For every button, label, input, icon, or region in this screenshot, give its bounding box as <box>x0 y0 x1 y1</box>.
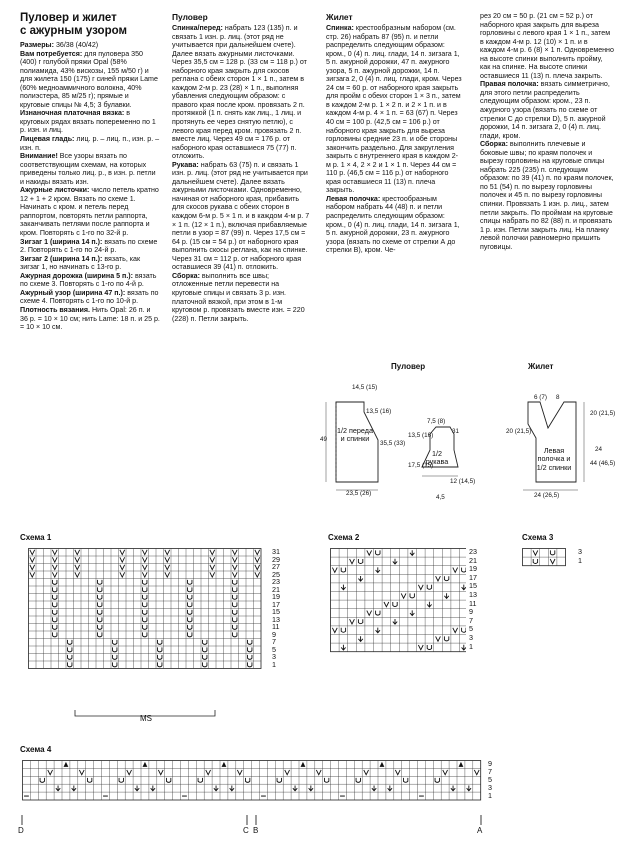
row-number: 3 <box>272 652 276 661</box>
col1-paragraph <box>20 272 160 289</box>
paragraph-label: Зигзаг 2 (ширина 14 п.): <box>20 254 103 263</box>
row-number: 9 <box>488 759 492 768</box>
dim-v-b: 20 (21,5) <box>590 410 616 417</box>
col1-paragraph <box>20 186 160 237</box>
dim-s-length: 31 <box>452 428 460 435</box>
row-number: 3 <box>578 547 582 556</box>
dim-s-sl-left: 13,5 (16) <box>408 432 434 439</box>
paragraph-label: Вам потребуется: <box>20 49 83 58</box>
dim-v-d: 44 (46,5) <box>590 460 616 467</box>
paragraph-text: вязать симметрично, для этого петли распределить следующим образом: кром., 23 п. ажурного узора (вязать по схеме от стрелки С до стрелки D), 5 п. ажурной дорожки, 14 п. зигзага 2, 0 (4) п. лиц. глади, кром. <box>480 80 610 140</box>
paragraph-label: Левая полочка: <box>326 194 381 203</box>
dim-v-neck: 8 <box>556 394 560 401</box>
row-number: 7 <box>272 637 276 646</box>
front-back-label: 1/2 переда и спинки <box>337 426 373 444</box>
row-number: 7 <box>488 766 492 776</box>
column-3 <box>326 12 462 255</box>
paragraph-label: Зигзаг 1 (ширина 14 п.): <box>20 237 103 246</box>
sleeve-label: 1/2 рукава <box>425 449 449 467</box>
paragraph-text: крестообразным набором набрать 44 (48) п. и петли распределить следующим образом: кром., 0 (4) п. лиц. глади, 14 п. зигзага 1, 5 п. ажурной дорожки, 23 п. ажурного узора (вязать по схеме от стрелки А до стрелки В), кром. Че- <box>326 194 460 255</box>
paragraph-label: Внимание! <box>20 152 58 161</box>
paragraph-label: Спинка: <box>326 24 354 32</box>
dim-s-cuff: 17,5 (15) <box>408 462 434 469</box>
vest-label: Левая полочка и 1/2 спинки <box>536 446 572 472</box>
paragraph-label: Изнаночная платочная вязка: <box>20 109 125 118</box>
paragraph-label: Сборка: <box>480 140 508 149</box>
dim-v-a: 20 (21,5) <box>506 428 532 435</box>
col2-paragraph <box>172 24 310 161</box>
col1-paragraph <box>20 109 160 135</box>
col1-paragraph <box>20 50 160 110</box>
scheme-2-label: Схема 2 <box>328 533 360 542</box>
paragraph-text: вязать по схеме 2. Повторять с 1-го по 24-й р. <box>20 237 158 255</box>
paragraph-text: число петель кратно 12 + 1 + 2 кром. Вязать по схеме 1. Начинать с кром. и петель перед раппортом, повторять петли раппорта, заканчивать петлями после раппорта и кром. Повторять с 1-го по 32-й р. <box>20 186 159 238</box>
column-2 <box>172 12 310 323</box>
column-3-body <box>326 24 462 255</box>
scheme-2-grid <box>330 548 466 663</box>
col4-paragraph <box>480 80 614 140</box>
paragraph-text: набрать 123 (135) п. и связать 1 изн. р. лиц. (этот ряд не учитывается при дальнейшем счете). Далее вязать ажурными листочками. Через 35,5 см = 128 р. (33 см = 118 р.) от наборного края закрыть для скосов реглана с обеих сторон 1 × 1 п., затем в каждом 2-м р. 23 (28) × 1 п., выполняя убавления следующим образом: с правого края после кром. провязать 2 п. протяжкой (1 п. снять как лиц., 1 лиц. и протянуть ее через снятую петлю), с левого края перед кром. провязать 2 п. вместе лиц. Через 49 см = 176 р. от наборного края оставшиеся 75 (77) п. отложить. <box>172 24 307 161</box>
dim-s-bottom: 4,5 <box>436 494 445 501</box>
row-number: 1 <box>469 641 473 651</box>
paragraph-label: Ажурные листочки: <box>20 186 90 195</box>
arrow-c-label: C <box>243 826 249 835</box>
vest-diagram-title: Жилет <box>528 362 554 371</box>
paragraph-text: крестообразным набором (см. стр. 26) набрать 87 (95) п. и петли распределить следующим образом: кром., 0 (4) п. лиц. глади, 14 п. зигзага 1, 5 п. ажурной дорожки, 47 п. ажурного узора, 5 п. ажурной дорожки, 14 п. зигзага 2, 0 (4) п. лиц. глади, кром. Через 24 см = 60 р. от наборного края закрыть для пройм с обеих сторон 1 × 3 п., затем в каждом 2-м р. 1 × 2 п. и 2 × 1 п. и в каждом 4-м р. 4 × 1 п. = 63 (67) п. Через 40 см = 100 р. (42,5 см = 106 р.) от наборного края закрыть для выреза горловины средние 23 п. и обе стороны закончить раздельно. Для закругления закрыть с внутреннего края в каждом 2-м р. 1 × 4, 2 × 2 и 1 × 1 п. Через 44 см = 110 р. (46,5 см = 116 р.) от наборного края оставшиеся 11 (13) п. плеча закрыть. <box>326 24 462 195</box>
scheme-4-grid <box>22 760 482 818</box>
col1-paragraph <box>20 152 160 186</box>
col3-paragraph <box>326 24 462 195</box>
dim-v-c: 24 <box>595 446 603 453</box>
paragraph-text: для пуловера 350 (400) г голубой пряжи Opal (58% полиамида, 43% вискозы, 155 м/50 г) и для жилета 150 (175) г синей пряжи Lame (60% медноаммичного волокна, 40% полиэстера, 85 м/25 г); прямые и круговые спицы № 4,5; 3 булавки. <box>20 49 158 109</box>
paragraph-text: 36/38 (40/42) <box>53 41 99 49</box>
row-number: 5 <box>488 774 492 784</box>
dim-v-top: 6 (7) <box>534 394 547 401</box>
vest-heading: Жилет <box>326 12 353 22</box>
paragraph-text: в круговых рядах вязать попеременно по 1 р. изн. и лиц. <box>20 109 156 135</box>
col4-paragraph <box>480 12 614 80</box>
scheme-3-label: Схема 3 <box>522 533 554 542</box>
col1-paragraph <box>20 238 160 255</box>
paragraph-text: набрать 63 (75) п. и связать 1 изн. р. лиц. (этот ряд не учитывается при дальнейшем счете). Далее вязать ажурными листочками. Одновременно, начиная от наборного края, прибавить для скосов рукава с обеих сторон в каждом 6-м р. 5 × 1 п. и в каждом 4-м р. 7 × 1 п. (12 × 1 п.), включая прибавляемые петли в узор = 87 (99) п. Через 17,5 см = 64 р. (15 см = 54 р.) от наборного края выполнить скосы реглана, как на спинке. Через 31 см = 112 р. от наборного края оставшиеся 39 (41) п. отложить. <box>172 160 310 272</box>
dim-v-width: 24 (26,5) <box>534 492 560 499</box>
row-number: 23 <box>469 547 477 556</box>
row-number: 23 <box>272 577 280 586</box>
arrow-a-label: A <box>477 826 483 835</box>
paragraph-text: Нить Opal: 26 п. и 36 р. = 10 × 10 см; нить Lame: 18 п. и 25 р. = 10 × 10 см. <box>20 305 160 332</box>
paragraph-text: вязать по схеме 3. Повторять с 1-го по 4-й р. <box>20 271 157 289</box>
paragraph-text: вязать, как зигзаг 1, но начинать с 13-го р. <box>20 254 141 272</box>
paragraph-text: выполнить все швы; отложенные петли перевести на круговые спицы и связать 3 р. изн. платочной вязкой, при этом в 1-м круговом р. провязать вместе изн. = 220 (228) п. Петли закрыть. <box>172 271 305 323</box>
row-number: 15 <box>272 607 280 616</box>
paragraph-label: Лицевая гладь: <box>20 135 75 144</box>
row-number: 3 <box>488 782 492 792</box>
paragraph-label: Правая полочка: <box>480 80 539 89</box>
col2-paragraph <box>172 272 310 323</box>
paragraph-text: лиц. р. – лиц. п., изн. р. – изн. п. <box>20 135 160 152</box>
column-4 <box>480 12 614 251</box>
column-4-body <box>480 12 614 251</box>
row-number: 21 <box>272 584 280 594</box>
col1-paragraph <box>20 135 160 152</box>
arrow-d-label: D <box>18 826 24 835</box>
scheme-1-label: Схема 1 <box>20 533 52 542</box>
page-title: Пуловер и жилет с ажурным узором <box>20 12 127 37</box>
dim-p-body: 35,5 (33) <box>380 440 406 447</box>
pullover-heading: Пуловер <box>172 12 208 22</box>
paragraph-label: Плотность вязания. <box>20 305 90 314</box>
row-number: 13 <box>272 614 280 624</box>
row-number: 27 <box>272 562 280 571</box>
paragraph-label: Ажурный узор (ширина 47 п.): <box>20 288 126 297</box>
col2-paragraph <box>172 161 310 272</box>
row-number: 1 <box>272 659 276 669</box>
scheme-4-label: Схема 4 <box>20 745 52 754</box>
paragraph-label: Спинка/перед: <box>172 24 223 32</box>
row-number: 1 <box>578 555 582 565</box>
row-number: 31 <box>272 547 280 556</box>
ms-label: MS <box>140 714 152 723</box>
scheme-3-grid <box>522 548 574 568</box>
paragraph-text: рез 20 см = 50 р. (21 см = 52 р.) от наборного края закрыть для выреза горловины с левого края 1 × 1 п., затем в каждом 4-м р. 12 (10) × 1 п. и в каждом 4-м р. 6 (8) × 1 п. Одновременно на высоте спинки выполнить пройму, как на спинке. На высоте спинки оставшиеся 11 (13) п. плеча закрыть. <box>480 12 614 80</box>
row-number: 25 <box>272 569 280 579</box>
row-number: 11 <box>272 622 280 631</box>
arrow-b-label: B <box>253 826 259 835</box>
dim-s-cap: 7,5 (8) <box>427 418 446 425</box>
column-1-body <box>20 41 160 332</box>
pullover-diagram-title: Пуловер <box>391 362 426 371</box>
row-number: 9 <box>272 629 276 639</box>
row-number: 17 <box>469 572 477 582</box>
scheme-1-grid <box>28 548 270 708</box>
dim-p-width: 23,5 (26) <box>346 490 372 497</box>
row-number: 17 <box>272 599 280 609</box>
row-number: 3 <box>469 633 473 642</box>
row-number: 29 <box>272 554 280 564</box>
dim-s-width: 12 (14,5) <box>450 478 476 485</box>
paragraph-label: Сборка: <box>172 271 200 280</box>
col1-paragraph <box>20 41 160 50</box>
column-1 <box>20 12 160 332</box>
row-number: 9 <box>469 607 473 617</box>
col4-paragraph <box>480 140 614 251</box>
paragraph-text: выполнить плечевые и боковые швы; по краям полочек и вырезу горловины на круговые спицы набрать 225 (235) п. следующим образом: по 39 (41) п. по краям полочек, по 51 (54) п. по вырезу горловины полочек и 45 п. по вырезу горловины спинки. Провязать 1 изн. р. лиц., затем петли закрыть. По проймам на круговые спицы набрать по 82 (88) п. и провязать 1 р. изн. Петли закрыть лиц. На планку левой полочки равномерно пришить пуговицы. <box>480 140 614 251</box>
paragraph-label: Ажурная дорожка (ширина 5 п.): <box>20 271 134 280</box>
row-number: 15 <box>469 581 477 591</box>
paragraph-text: вязать по схеме 4. Повторять с 1-го по 10-й р. <box>20 288 159 306</box>
paragraph-label: Рукава: <box>172 160 199 169</box>
dim-p-height: 49 <box>320 436 328 443</box>
dim-p-yoke: 13,5 (16) <box>366 408 392 415</box>
row-number: 11 <box>469 598 477 608</box>
row-number: 5 <box>469 624 473 634</box>
col1-paragraph <box>20 255 160 272</box>
row-number: 19 <box>272 592 280 601</box>
dim-p-top: 14,5 (15) <box>352 384 378 391</box>
paragraph-text: Все узоры вязать по соответствующим схемам, на которых приведены только лиц. р., в изн. р. петли и накиды вязать изн. <box>20 152 156 186</box>
row-number: 13 <box>469 590 477 599</box>
col3-paragraph <box>326 195 462 255</box>
row-number: 19 <box>469 564 477 574</box>
row-number: 5 <box>272 644 276 654</box>
row-number: 7 <box>469 615 473 625</box>
col1-paragraph <box>20 289 160 306</box>
col1-paragraph <box>20 306 160 332</box>
column-2-body <box>172 24 310 323</box>
paragraph-label: Размеры: <box>20 41 54 49</box>
row-number: 21 <box>469 555 477 565</box>
row-number: 1 <box>488 790 492 800</box>
